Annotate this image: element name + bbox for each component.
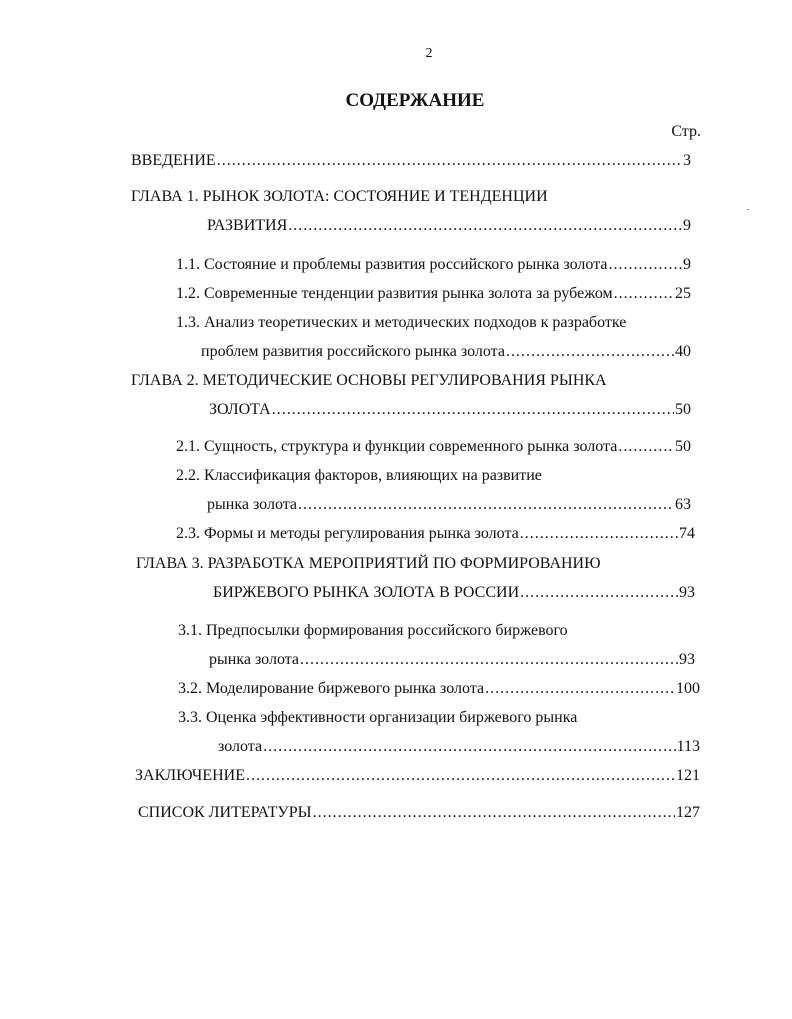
toc-page-number: 50 [675,401,691,418]
toc-page-number: 121 [676,767,700,784]
toc-page-number: 3 [683,152,691,169]
toc-entry-section-1-2[interactable] [176,284,691,304]
dot-leader [618,437,674,457]
toc-entry-chapter-3[interactable] [213,583,695,603]
dot-leader [520,583,678,603]
toc-entry-section-1-3[interactable] [201,342,691,362]
toc-page-number: 127 [676,804,700,821]
toc-chapter-3-heading: ГЛАВА 3. РАЗРАБОТКА МЕРОПРИЯТИЙ ПО ФОРМИРОВАНИЮ [136,555,601,572]
dot-leader [313,803,675,823]
toc-page-number: 40 [675,343,691,360]
dot-leader [217,151,682,171]
toc-page-number: 25 [675,285,691,302]
toc-entry-label: золота [218,738,263,755]
toc-section-3-1-heading: 3.1. Предпосылки формирования российского биржевого [178,622,568,639]
toc-page-number: 74 [679,525,695,542]
toc-entry-label: РАЗВИТИЯ [207,217,288,234]
toc-entry-section-3-2[interactable] [178,679,700,699]
scan-speck [747,209,749,210]
toc-entry-conclusion[interactable] [135,766,700,786]
toc-entry-label: ЗАКЛЮЧЕНИЕ [135,767,245,784]
dot-leader [506,342,674,362]
page-title: СОДЕРЖАНИЕ [345,90,485,111]
toc-entry-section-2-1[interactable] [176,437,691,457]
toc-page-number: 50 [675,438,691,455]
toc-entry-label: рынка золота [209,651,300,668]
toc-page-number: 93 [679,651,695,668]
toc-entry-label: СПИСОК ЛИТЕРАТУРЫ [138,804,312,821]
page-number: 2 [425,46,433,61]
toc-chapter-1-heading: ГЛАВА 1. РЫНОК ЗОЛОТА: СОСТОЯНИЕ И ТЕНДЕНЦИИ [131,188,548,205]
toc-entry-label: 1.1. Состояние и проблемы развития российского рынка золота [176,256,608,273]
toc-page-number: 9 [683,256,691,273]
toc-entry-section-2-3[interactable] [176,524,695,544]
toc-entry-label: БИРЖЕВОГО РЫНКА ЗОЛОТА В РОССИИ [213,584,520,601]
toc-entry-chapter-2[interactable] [209,400,691,420]
toc-entry-label: ЗОЛОТА [209,401,271,418]
dot-leader [300,650,678,670]
toc-section-3-3-heading: 3.3. Оценка эффективности организации биржевого рынка [178,709,578,726]
toc-page-number: 9 [683,217,691,234]
toc-entry-section-3-1[interactable] [209,650,695,670]
toc-page-number: 100 [676,680,700,697]
toc-entry-chapter-1[interactable] [207,216,691,236]
toc-entry-label: 2.1. Сущность, структура и функции современного рынка золота [176,438,618,455]
toc-page-number: 63 [675,496,691,513]
toc-entry-section-2-2[interactable] [207,495,691,515]
toc-entry-section-3-3[interactable] [218,737,700,757]
toc-entry-section-1-1[interactable] [176,255,691,275]
toc-entry-references[interactable] [138,803,700,823]
dot-leader [288,216,682,236]
dot-leader [609,255,683,275]
dot-leader [485,679,675,699]
dot-leader [246,766,675,786]
toc-entry-label: ВВЕДЕНИЕ [131,152,216,169]
page-column-header: Стр. [671,123,701,140]
dot-leader [298,495,674,515]
toc-section-1-3-heading: 1.3. Анализ теоретических и методических подходов к разработке [176,314,627,331]
toc-entry-label: рынка золота [207,496,298,513]
toc-entry-label: 2.3. Формы и методы регулирования рынка золота [176,525,519,542]
toc-entry-label: проблем развития российского рынка золота [201,343,505,360]
toc-page-number: 93 [679,584,695,601]
dot-leader [520,524,678,544]
dot-leader [272,400,674,420]
toc-entry-label: 3.2. Моделирование биржевого рынка золота [178,680,485,697]
toc-entry-intro[interactable] [131,151,691,171]
dot-leader [263,737,676,757]
toc-entry-label: 1.2. Современные тенденции развития рынка золота за рубежом [176,285,613,302]
toc-chapter-2-heading: ГЛАВА 2. МЕТОДИЧЕСКИЕ ОСНОВЫ РЕГУЛИРОВАНИЯ РЫНКА [131,372,607,389]
toc-page-number: 113 [676,738,700,755]
toc-section-2-2-heading: 2.2. Классификация факторов, влияющих на развитие [176,467,542,484]
dot-leader [614,284,674,304]
